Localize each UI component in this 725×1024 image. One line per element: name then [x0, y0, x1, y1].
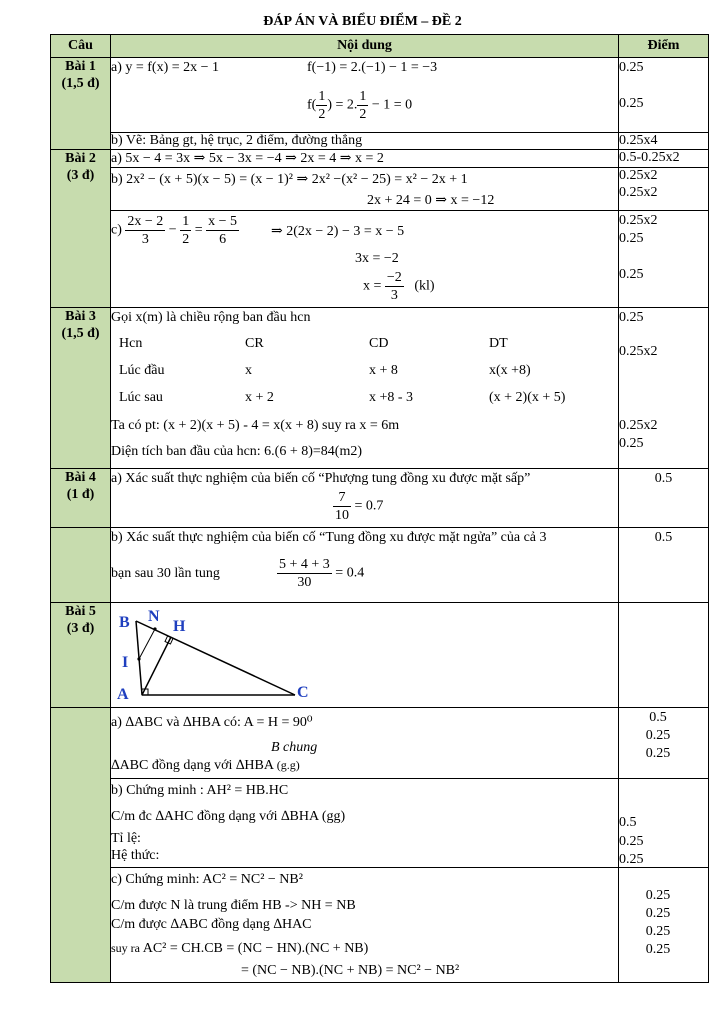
- bai2-c-line3-pre: x =: [363, 278, 382, 294]
- bai1-b-score: 0.25x4: [619, 133, 709, 150]
- bai2-c-frac1: [125, 213, 165, 248]
- bai5-c-content: [111, 868, 619, 983]
- bai4-label-cell: [51, 469, 111, 528]
- bai3-table-cell: DT: [489, 336, 508, 351]
- bai3-table-cell: Lúc đầu: [119, 363, 165, 378]
- bai3-table-cell: x + 8: [369, 363, 398, 378]
- bai4-b-row: [51, 528, 709, 603]
- bai3-table-cell: Lúc sau: [119, 390, 163, 405]
- bai2-c-frac3: [206, 213, 239, 248]
- point-i: [137, 657, 140, 660]
- bai4-points: (1 đ): [66, 487, 95, 502]
- bai4-b-score-cell: [619, 528, 709, 603]
- bai1-a-val2: [307, 88, 412, 123]
- bai5-b-score: 0.25: [619, 834, 644, 849]
- bai5-a-line2: B chung: [271, 740, 318, 755]
- bai1-a-val2-frac1: [316, 88, 327, 123]
- bai2-b-content: [111, 168, 619, 211]
- bai4-a-eq: [333, 489, 383, 524]
- bai5-b-content: [111, 779, 619, 868]
- bai5-c-score: 0.25: [645, 906, 671, 921]
- bai1-a-val1: f(−1) = 2.(−1) − 1 = −3: [307, 60, 438, 75]
- bai5-c-line2: C/m được N là trung điểm HB -> NH = NB: [111, 898, 356, 913]
- bai4-b-eq: [277, 556, 364, 591]
- label-i: I: [122, 654, 129, 671]
- bai2-c-frac2: [180, 213, 191, 248]
- bai5-a-line3-small: (g.g): [276, 758, 300, 772]
- bai5-c-score-cell: [619, 868, 709, 983]
- bai3-dt: Diện tích ban đầu của hcn: 6.(6 + 8)=84(m2): [111, 444, 362, 459]
- bai4-a-res: = 0.7: [354, 498, 384, 514]
- bai5-a-line3: [111, 758, 300, 774]
- bai1-label-cell: [51, 58, 111, 150]
- header-cau: Câu: [51, 35, 111, 58]
- frac-den: 2: [359, 107, 367, 122]
- bai5-b-score: 0.5: [619, 815, 637, 830]
- bai4-a-text: a) Xác suất thực nghiệm của biến cố “Phượng tung đồng xu được mặt sấp”: [111, 471, 531, 486]
- bai5-a-row: [51, 708, 709, 779]
- bai5-a-line3-text: ∆ABC đồng dạng với ∆HBA: [111, 758, 274, 773]
- frac-den: 30: [297, 575, 312, 590]
- bai2-c-line2: 3x = −2: [355, 251, 399, 266]
- bai5-c-line3: C/m được ∆ABC đồng dạng ∆HAC: [111, 917, 312, 932]
- bai5-label: Bài 5: [65, 604, 96, 619]
- bai5-a-line1: a) ∆ABC và ∆HBA có: A = H = 90⁰: [111, 715, 313, 730]
- bai4-label: Bài 4: [65, 470, 96, 485]
- bai2-label-cell: [51, 150, 111, 308]
- bai3-points: (1,5 đ): [61, 326, 100, 341]
- frac-num: 2x − 2: [127, 214, 164, 229]
- bai3-intro: Gọi x(m) là chiều rộng ban đầu hcn: [111, 310, 311, 325]
- bai2-c-line3-post: (kl): [414, 278, 435, 294]
- bai2-c-score3: 0.25: [619, 267, 644, 282]
- bai2-b-line2: 2x + 24 = 0 ⇒ x = −12: [367, 193, 495, 208]
- bai1-a-func: a) y = f(x) = 2x − 1: [111, 60, 220, 75]
- bai2-b-score-cell: [619, 168, 709, 211]
- bai5-c-line1: c) Chứng minh: AC² = NC² − NB²: [111, 872, 303, 887]
- frac-num: 7: [333, 489, 351, 507]
- bai4-a-score: 0.5: [654, 471, 673, 486]
- bai2-c-row: [51, 211, 709, 308]
- bai2-c-score-cell: [619, 211, 709, 308]
- bai3-label: Bài 3: [65, 309, 96, 324]
- bai2-label: Bài 2: [65, 151, 96, 166]
- bai3-table-cell: Hcn: [119, 336, 143, 351]
- label-c: C: [297, 684, 309, 701]
- bai1-a-row: [51, 58, 709, 133]
- bai2-c-line1: ⇒ 2(2x − 2) − 3 = x − 5: [271, 224, 405, 239]
- bai2-c-line3-frac: [385, 269, 404, 304]
- frac-num: 5 + 4 + 3: [279, 557, 330, 572]
- frac-den: 2: [182, 232, 190, 247]
- bai3-table-cell: CD: [369, 336, 389, 351]
- bai4-b-text2: bạn sau 30 lần tung: [111, 566, 220, 581]
- bai2-a-score: 0.5-0.25x2: [619, 150, 709, 168]
- bai5-figure-row: [51, 603, 709, 708]
- frac-num: 1: [318, 89, 326, 104]
- frac-den: 3: [141, 232, 149, 247]
- bai5-c-line4: [111, 941, 368, 957]
- point-n: [153, 627, 156, 630]
- frac-num: −2: [386, 270, 402, 285]
- bai5-b-score-cell: [619, 779, 709, 868]
- bai4-a-frac: [333, 489, 351, 524]
- bai4-b-content: [111, 528, 619, 603]
- bai3-table-cell: CR: [245, 336, 264, 351]
- bai5-b-score: 0.25: [619, 852, 644, 867]
- bai4-a-score-cell: [619, 469, 709, 528]
- bai3-score: 0.25: [619, 436, 644, 451]
- label-a: A: [117, 686, 129, 703]
- bai5-b-line1: b) Chứng minh : AH² = HB.HC: [111, 783, 289, 798]
- bai2-b-score2: 0.25x2: [619, 185, 658, 200]
- bai1-points: (1,5 đ): [61, 76, 100, 91]
- bai5-a-score: 0.25: [645, 728, 671, 743]
- bai5-c-row: [51, 868, 709, 983]
- page-title: ĐÁP ÁN VÀ BIỂU ĐIỂM – ĐỀ 2: [263, 14, 462, 29]
- frac-num: x − 5: [208, 214, 238, 229]
- bai3-score: 0.25: [619, 310, 644, 325]
- bai3-content: [111, 308, 619, 469]
- bai5-c-score: 0.25: [645, 924, 671, 939]
- bai2-c-score1: 0.25x2: [619, 213, 658, 228]
- bai4-a-content: [111, 469, 619, 528]
- bai2-a-content: a) 5x − 4 = 3x ⇒ 5x − 3x = −4 ⇒ 2x = 4 ⇒ x = 2: [111, 150, 619, 168]
- bai1-b-content: b) Vẽ: Bảng gt, hệ trục, 2 điểm, đường thẳng: [111, 133, 619, 150]
- bai5-points: (3 đ): [66, 621, 95, 636]
- bai5-c-line5: = (NC − NB).(NC + NB) = NC² − NB²: [241, 963, 460, 978]
- bai1-a-content: [111, 58, 619, 133]
- bai2-a-row: [51, 150, 709, 168]
- frac-den: 3: [390, 288, 398, 303]
- frac-num: 1: [182, 214, 190, 229]
- bai3-score-cell: [619, 308, 709, 469]
- answer-table: [50, 34, 709, 983]
- bai3-row: [51, 308, 709, 469]
- bai1-a-val2-frac2: [357, 88, 368, 123]
- bai2-c-line3: [363, 269, 435, 304]
- bai2-c-pre: c): [111, 222, 122, 238]
- bai1-a-score2: 0.25: [619, 96, 644, 111]
- bai2-c-score2: 0.25: [619, 231, 644, 246]
- frac-num: 1: [359, 89, 367, 104]
- bai5-c-score: 0.25: [645, 942, 671, 957]
- bai2-b-score1: 0.25x2: [619, 168, 658, 183]
- bai5-c-line4-small: suy ra: [111, 941, 140, 955]
- bai3-table-cell: x + 2: [245, 390, 274, 405]
- bai5-c-score: 0.25: [645, 888, 671, 903]
- bai4-b-frac: [277, 556, 332, 591]
- bai5-a-score: 0.5: [649, 710, 667, 725]
- frac-den: 2: [318, 107, 326, 122]
- frac-den: 6: [219, 232, 227, 247]
- header-diem: Điểm: [619, 35, 709, 58]
- label-b: B: [119, 614, 130, 631]
- segment-in: [139, 629, 155, 659]
- bai1-label: Bài 1: [65, 59, 96, 74]
- bai5-b-row: [51, 779, 709, 868]
- bai3-table-cell: x(x +8): [489, 363, 531, 378]
- triangle-figure: [111, 603, 331, 707]
- bai3-score: 0.25x2: [619, 344, 658, 359]
- bai3-table-cell: (x + 2)(x + 5): [489, 390, 566, 405]
- header-row: [51, 35, 709, 58]
- bai4-b-res: = 0.4: [335, 565, 365, 581]
- bai4-b-score: 0.5: [654, 530, 673, 545]
- bai5-a-content: [111, 708, 619, 779]
- bai4-b-label-cell: [51, 528, 111, 603]
- bai2-c-eq: c) $\frac{2x - 2}{3}$ − $\frac{1}{2}$ = $\frac{x - 5}{6}$: [111, 214, 238, 247]
- bai5-a-score: 0.25: [645, 746, 671, 761]
- bai3-pt: Ta có pt: (x + 2)(x + 5) - 4 = x(x + 8) suy ra x = 6m: [111, 418, 400, 433]
- bai5-b-line2: C/m đc ∆AHC đồng dạng với ∆BHA (gg): [111, 809, 346, 824]
- bai5-b-line3: Tỉ lệ:: [111, 831, 141, 846]
- bai1-a-val2-pre: f(: [307, 97, 317, 113]
- bai5-figure-score: [619, 603, 709, 708]
- bai4-b-text1: b) Xác suất thực nghiệm của biến cố “Tung đồng xu được mặt ngửa” của cả 3: [111, 530, 547, 545]
- bai5-b-line4: Hệ thức:: [111, 848, 160, 863]
- bai2-b-row: [51, 168, 709, 211]
- bai1-b-row: [51, 133, 709, 150]
- bai2-points: (3 đ): [66, 168, 95, 183]
- bai3-label-cell: [51, 308, 111, 469]
- bai3-table-cell: x +8 - 3: [369, 390, 414, 405]
- bai3-score: 0.25x2: [619, 418, 658, 433]
- bai2-b-line1: b) 2x² − (x + 5)(x − 5) = (x − 1)² ⇒ 2x² −(x² − 25) = x² − 2x + 1: [111, 172, 468, 187]
- bai3-table-cell: x: [245, 363, 252, 378]
- label-h: H: [173, 618, 186, 635]
- bai5-side-cell: [51, 708, 111, 983]
- bai5-a-score-cell: [619, 708, 709, 779]
- bai1-a-score-cell: [619, 58, 709, 133]
- bai1-a-val2-mid: ) = 2.: [327, 97, 358, 113]
- header-noidung: Nội dung: [111, 35, 619, 58]
- label-n: N: [148, 608, 160, 625]
- bai5-label-cell: [51, 603, 111, 708]
- bai2-c-content: [111, 211, 619, 308]
- frac-den: 10: [335, 508, 349, 523]
- bai5-c-line4-text: AC² = CH.CB = (NC − HN).(NC + NB): [142, 941, 369, 956]
- bai1-a-score1: 0.25: [619, 60, 644, 75]
- bai4-a-row: [51, 469, 709, 528]
- bai5-figure-cell: [111, 603, 619, 708]
- bai1-a-val2-post: − 1 = 0: [371, 97, 413, 113]
